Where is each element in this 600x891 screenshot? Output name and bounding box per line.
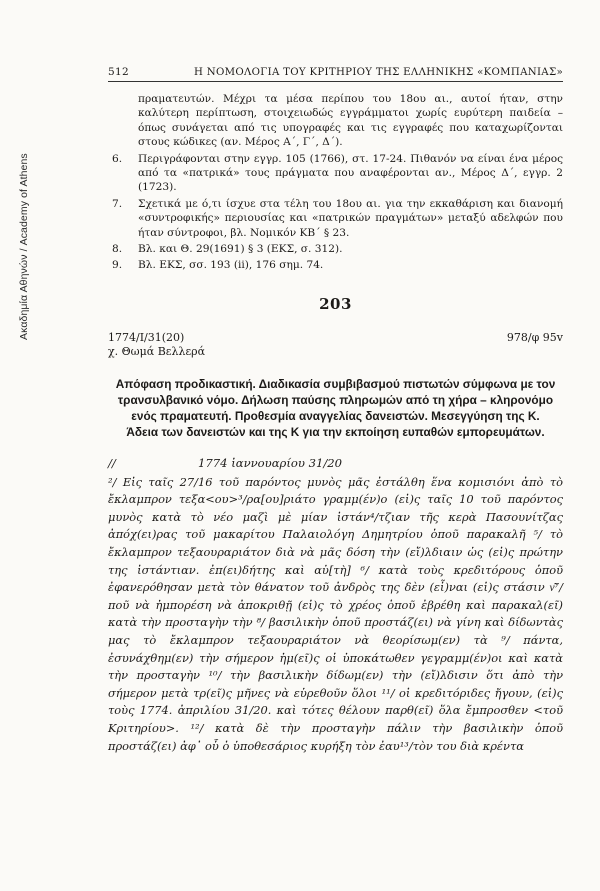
footnote [108,242,563,256]
date-code: 1774/I/31(20) [108,330,185,344]
document-meta [108,331,563,360]
footnote-text: Βλ. και Θ. 29(1691) § 3 (ΕΚΣ, σ. 312). [138,243,343,256]
footnote-number: 6. [112,152,123,165]
running-header [108,66,563,82]
page [108,66,563,755]
scribe: χ. Θωμά Βελλερά [108,345,206,359]
footnote-number: 8. [112,243,123,256]
archive-stamp [18,40,32,340]
footnote-text: Βλ. ΕΚΣ, σσ. 193 (ii), 176 σημ. 74. [138,259,324,272]
continued-footnote: πραματευτών. Μέχρι τα μέσα περίπου του 18ου αι., αυτοί ήταν, στην καλύτερη περίπτωση, στοιχειωδώς εγγράμματοι χωρίς ευρύτερη παιδεία –όπως συνάγεται από τις υπογραφές και τις εγγραφές που καταχωρίζονται στους κώδικες (αν. Μέρος Α΄, Γ΄, Δ΄). [138,93,563,149]
line-marker: // [108,455,116,470]
folio-reference: 978/φ 95v [506,330,563,344]
footnote [108,258,563,272]
page-number: 512 [108,66,129,78]
document-summary: Απόφαση προδικαστική. Διαδικασία συμβιβασμού πιστωτών σύμφωνα με τον τρανσυλβανικό νόμο. Δήλωση παύσης πληρωμών από τη χήρα – κληρονόμο ενός πραματευτή. Προθεσμία αναγγελίας δανειστών. Μεσεγγύηση της Κ. Άδεια των δανειστών και της Κ για την εκποίηση ευπαθών εμπορευμάτων. [115,376,556,440]
body-paragraph: ²/ Εἰς ταῖς 27/16 τοῦ παρόντος μυνὸς μᾶς ἐστάλθη ἕνα κομισιόνι ἀπὸ τὸ ἔκλαμπρον τεξα<ου>³/ρα[ου]ριάτο γραμμ(έν)ο (εἰ)ς ταῖς 10 τοῦ παρόντος μυνὸς κατὰ τὸ νέο μαζὶ μὲ μίαν ἰστάν⁴/τζιαν τῆς κερὰ Πασουνίτζας ἀπόχ(ει)ρας τοῦ μακαρίτου Παλαιολόγη Δημητρίου ὁποῦ παρακαλῆ ⁵/ τὸ ἔκλαμπρον τεξαουραριάτον διὰ νὰ μᾶς δόση τὴν (εἴ)λδιαιν ὡς (εἰ)ς πρώτην της ἰστάντιαν. ἐπ(ει)δήτης καὶ αὐ[τὴ] ⁶/ κατὰ τοὺς κρεδιτόρους ὁποῦ ἐφανερόθησαν μετὰ τὸν θάνατον τοῦ ἀνδρὸς της δὲν (εἶ)ναι (εἰ)ς στάσιν ν͂⁷/ποῦ νὰ ἠμπορέση νὰ ἀποκριθῇ (εἰ)ς τὸ χρέος ὁποῦ ἐβρέθη καὶ παρακαλ(εῖ) κατὰ τὴν προσταγὴν τὴν ⁸/ βασιλικὴν ὁποῦ προστάζ(ει) νὰ γίνη καὶ δίδωντὰς μας τὸ ἔκλαμπρον τεξαουραριάτον νὰ θεορίσωμ(εν) τὰ ⁹/ πάντα, ἐσυνάχθημ(εν) τὴν σήμερον ἡμ(εῖ)ς οἱ ὑποκάτωθεν γεγραμμ(έν)οι καὶ κατὰ τὴν προσταγὴν ¹⁰/ τὴν βασιλικὴν δίδωμ(εν) τὴν (εἴ)λδισιν ὅτι ἀπὸ τὴν σήμερον μετὰ τρ(εῖ)ς μῆνες νὰ εὑρεθοῦν ὅλοι ¹¹/ οἱ κρεδιτόριδες ἤγουν, (εἰ)ς τοὺς 1774. ἀπριλίου 31/20. καὶ τότες θέλουν παρθ(εῖ) ὅλα ἔμπροσθεν <τοῦ Κριτηρίου>. ¹²/ κατὰ δὲ τὴν προσταγὴν πάλιν τὴν βασιλικὴν ὁποῦ προστάζ(ει) ἀφ᾽ οὗ ὁ ὑποθεσάριος κυρήξη τὸν ἐαυ¹³/τὸν του διὰ κρέντα [108,474,563,753]
footnote-text: Περιγράφονται στην εγγρ. 105 (1766), στ. 17-24. Πιθανόν να είναι ένα μέρος από τα «πατρικά» τους πράγματα που αναφέρονται αν., Μέρος Δ΄, εγγρ. 2 (1723). [138,152,563,194]
footnote-number: 7. [112,197,123,210]
running-title: Η ΝΟΜΟΛΟΓΙΑ ΤΟΥ ΚΡΙΤΗΡΙΟΥ ΤΗΣ ΕΛΛΗΝΙΚΗΣ «ΚΟΜΠΑΝΙΑΣ» [194,67,563,78]
footnotes-list [108,152,563,273]
footnote [108,152,563,195]
document-body [108,474,563,756]
document-number: 203 [319,294,352,313]
archive-stamp-text: Ακαδημία Αθηνών / Academy of Athens [18,153,30,340]
footnote-number: 9. [112,259,123,272]
dateline-text: 1774 ἰαννουαρίου 31/20 [198,455,343,470]
dateline [108,455,563,472]
footnote-text: Σχετικά με ό,τι ίσχυε στα τέλη του 18ου αι. για την εκκαθάριση και διανομή «συντροφικής» περιουσίας και «πατρικών πραγμάτων» μεταξύ αδελφών που ήταν σύντροφοι, βλ. Νομικόν ΚΒ΄ § 23. [138,197,563,239]
footnote [108,197,563,240]
